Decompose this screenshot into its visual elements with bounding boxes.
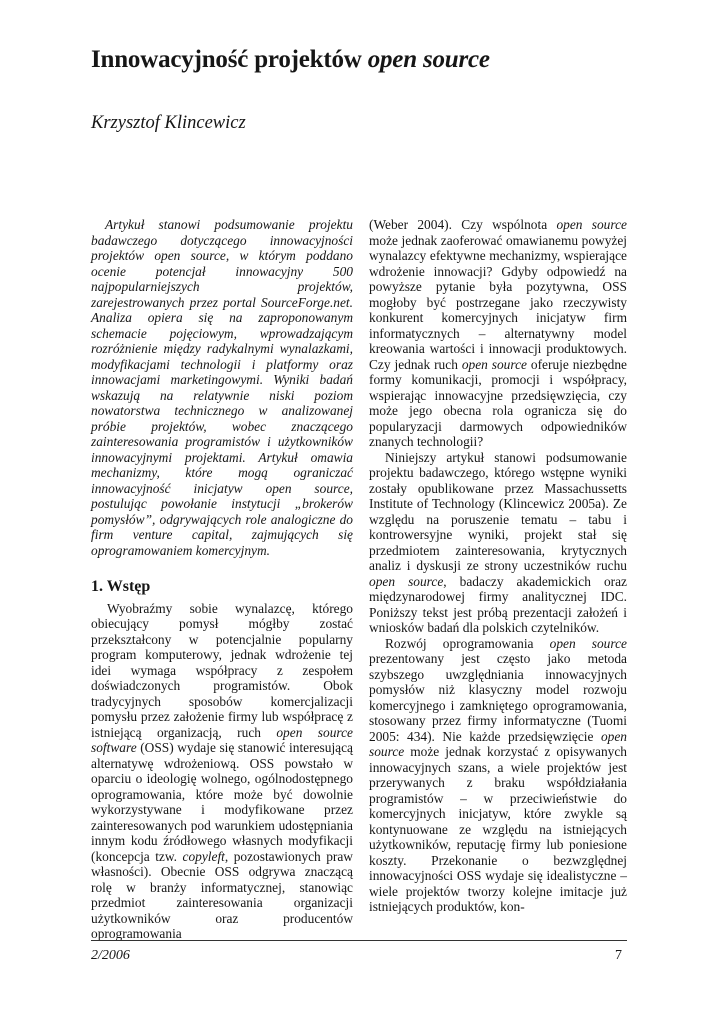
p4-text-b: open source <box>549 635 627 651</box>
left-column <box>91 217 353 942</box>
body-paragraph-3 <box>369 450 627 636</box>
abstract: Artykuł stanowi podsumowanie projektu badawczego dotyczącego innowacyjności projektów open source, w którym poddano ocenie potencjał innowacyjny 500 najpopularniejszych projektów, zarejestrowanych przez portal SourceForge.net. Analiza opiera się na zaproponowanym schemacie pojęciowym, wprowadzającym rozróżnienie między radykalnymi wynalazkami, modyfikacjami technologii i platformy oraz innowacjami marketingowymi. Wyniki badań wskazują na relatywnie niski poziom nowatorstwa technicznego w analizowanej próbie projektów, wobec znaczącego zainteresowania programistów i użytkowników innowacyjnymi projektami. Artykuł omawia mechanizmy, które mogą ograniczać innowacyjność inicjatyw open source, postulując powołanie instytucji „brokerów pomysłów”, odgrywających role analogiczne do firm venture capital, zajmujących się oprogramowaniem komercyjnym. <box>91 217 353 558</box>
body-paragraph-1 <box>91 601 353 942</box>
p4-text-e: może jednak korzystać z opisywanych innowacyjnych szans, a wiele projektów jest przerywanych z braku współdziałania programistów – w przeciwieństwie do komercyjnych inicjatyw, które zwykle są kontynuowane ze względu na istniejących użytkowników, reputację firmy lub poniesione koszty. Przekonanie o bezwzględnej innowacyjności OSS wydaje się idealistyczne – wiele projektów tworzy kolejne imitacje już istniejących produktów, kon- <box>369 744 627 914</box>
p1-text-a: Wyobraźmy sobie wynalazcę, którego obiecujący pomysł mógłby zostać przekształcony w potencjalnie popularny program komputerowy, jednak wdrożenie tej idei wymaga współpracy z zespołem doświadczonych programistów. Obok tradycyjnych sposobów komercjalizacji pomysłu przez założenie firmy lub współpracę z istniejącą organizacją, ruch <box>91 600 353 740</box>
author-name: Krzysztof Klincewicz <box>91 113 246 133</box>
p3-text-b: open source <box>369 573 444 589</box>
p1-text-e: , pozostawionych praw własności). Obecnie OSS odgrywa znaczącą rolę w branży informatycznej, stanowiąc przedmiot zainteresowania organizacji użytkowników oraz producentów oprogramowania <box>91 848 353 941</box>
p1-text-d: copyleft <box>182 848 225 864</box>
footer-rule <box>91 940 627 941</box>
p4-text-d: open source <box>369 728 627 759</box>
p2-text-d: open source <box>461 356 527 372</box>
issue-number: 2/2006 <box>91 948 130 963</box>
p3-text-c: , badaczy akademickich oraz międzynarodowej firmy analitycznej IDC. Poniższy tekst jest próbą prezentacji założeń i wniosków badań dla polskich czytelników. <box>369 573 627 635</box>
p3-text-a: Niniejszy artykuł stanowi podsumowanie projektu badawczego, którego wstępne wyniki zostały opublikowane przez Massachussetts Institute of Technology (Klincewicz 2005a). Ze względu na poruszenie tematu – tabu i kontrowersyjne wyniki, projekt stał się przedmiotem zainteresowania, krytycznych analiz i dyskusji ze strony uczestników ruchu <box>369 449 627 573</box>
article-title <box>91 46 651 74</box>
p1-text-b: open source software <box>91 724 353 755</box>
right-column <box>369 217 627 915</box>
p2-text-a: (Weber 2004). Czy wspólnota <box>369 217 557 232</box>
p2-text-e: oferuje niezbędne formy komunikacji, promocji i współpracy, wspierając innowacyjne przedsięwzięcia, czy może jego obecna rola ogranicza się do popularyzacji darmowych odpowiedników znanych technologii? <box>369 356 627 449</box>
p4-text-a: Rozwój oprogramowania <box>385 635 550 651</box>
body-paragraph-4 <box>369 636 627 915</box>
section-heading: 1. Wstęp <box>91 578 151 595</box>
p2-text-c: może jednak zaoferować omawianemu powyżej wynalazcy efektywne mechanizmy, wspierające wdrożenie innowacji? Gdyby odpowiedź na powyższe pytanie była pozytywna, OSS mogłoby być postrzegane jako rzeczywisty konkurent komercyjnych inicjatyw firm informatycznych – alternatywny model kreowania wartości i innowacji produktowych. Czy jednak ruch <box>369 232 627 372</box>
page-number: 7 <box>615 948 622 963</box>
article-title-italic: open source <box>367 46 490 73</box>
p4-text-c: prezentowany jest często jako metoda szybszego uwzględniania innowacyjnych pomysłów niż klasyczny model rozwoju komercyjnego i zamkniętego oprogramowania, stosowany przez firmy informatyczne (Tuomi 2005: 434). Nie każde przedsięwzięcie <box>369 651 627 744</box>
article-title-main: Innowacyjność projektów <box>91 46 368 73</box>
p2-text-b: open source <box>556 217 627 232</box>
p1-text-c: (OSS) wydaje się stanowić interesującą alternatywę wdrożeniową. OSS powstało w oparciu o ideologię wolnego, ogólnodostępnego oprogramowania, które może być dowolnie wykorzystywane i modyfikowane przez zainteresowanych pod warunkiem udostępniania innym kodu źródłowego własnych modyfikacji (koncepcja tzw. <box>91 740 353 864</box>
body-paragraph-2 <box>369 217 627 450</box>
